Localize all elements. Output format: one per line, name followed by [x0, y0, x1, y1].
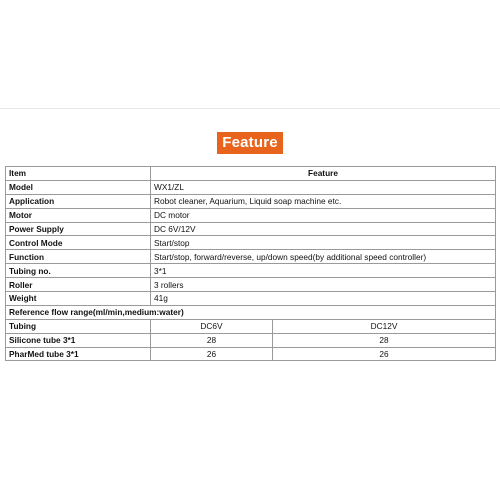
- row-value: 41g: [151, 292, 496, 306]
- flow-row-dc12v: 26: [273, 347, 496, 361]
- row-label: Roller: [6, 278, 151, 292]
- row-label: Function: [6, 250, 151, 264]
- flow-row-label: Silicone tube 3*1: [6, 333, 151, 347]
- row-value: WX1/ZL: [151, 180, 496, 194]
- row-value: Start/stop, forward/reverse, up/down speed(by additional speed controller): [151, 250, 496, 264]
- table-row: [6, 264, 496, 278]
- row-value: Robot cleaner, Aquarium, Liquid soap machine etc.: [151, 194, 496, 208]
- flow-title: Reference flow range(ml/min,medium:water): [6, 305, 496, 319]
- table-row: [6, 278, 496, 292]
- flow-header-tubing: Tubing: [6, 319, 151, 333]
- flow-title-row: [6, 305, 496, 319]
- row-label: Motor: [6, 208, 151, 222]
- flow-header-dc12v: DC12V: [273, 319, 496, 333]
- feature-heading-badge: Feature: [217, 132, 283, 154]
- table-row: [6, 222, 496, 236]
- flow-row-label: PharMed tube 3*1: [6, 347, 151, 361]
- row-label: Weight: [6, 292, 151, 306]
- table-row: [6, 236, 496, 250]
- row-label: Model: [6, 180, 151, 194]
- flow-header-row: [6, 319, 496, 333]
- table-row: [6, 292, 496, 306]
- row-label: Control Mode: [6, 236, 151, 250]
- table-header-row: [6, 167, 496, 181]
- row-value: 3 rollers: [151, 278, 496, 292]
- table-row: [6, 208, 496, 222]
- header-item: Item: [6, 167, 151, 181]
- spec-table: [5, 166, 496, 361]
- header-feature: Feature: [151, 167, 496, 181]
- row-label: Tubing no.: [6, 264, 151, 278]
- flow-header-dc6v: DC6V: [151, 319, 273, 333]
- table-row: [6, 194, 496, 208]
- row-value: DC 6V/12V: [151, 222, 496, 236]
- table-row: [6, 180, 496, 194]
- flow-row: [6, 347, 496, 361]
- row-label: Application: [6, 194, 151, 208]
- row-value: 3*1: [151, 264, 496, 278]
- row-value: DC motor: [151, 208, 496, 222]
- top-divider: [0, 108, 500, 109]
- flow-row-dc12v: 28: [273, 333, 496, 347]
- row-value: Start/stop: [151, 236, 496, 250]
- table-row: [6, 250, 496, 264]
- flow-row: [6, 333, 496, 347]
- flow-row-dc6v: 28: [151, 333, 273, 347]
- heading-wrap: [0, 132, 500, 154]
- flow-row-dc6v: 26: [151, 347, 273, 361]
- row-label: Power Supply: [6, 222, 151, 236]
